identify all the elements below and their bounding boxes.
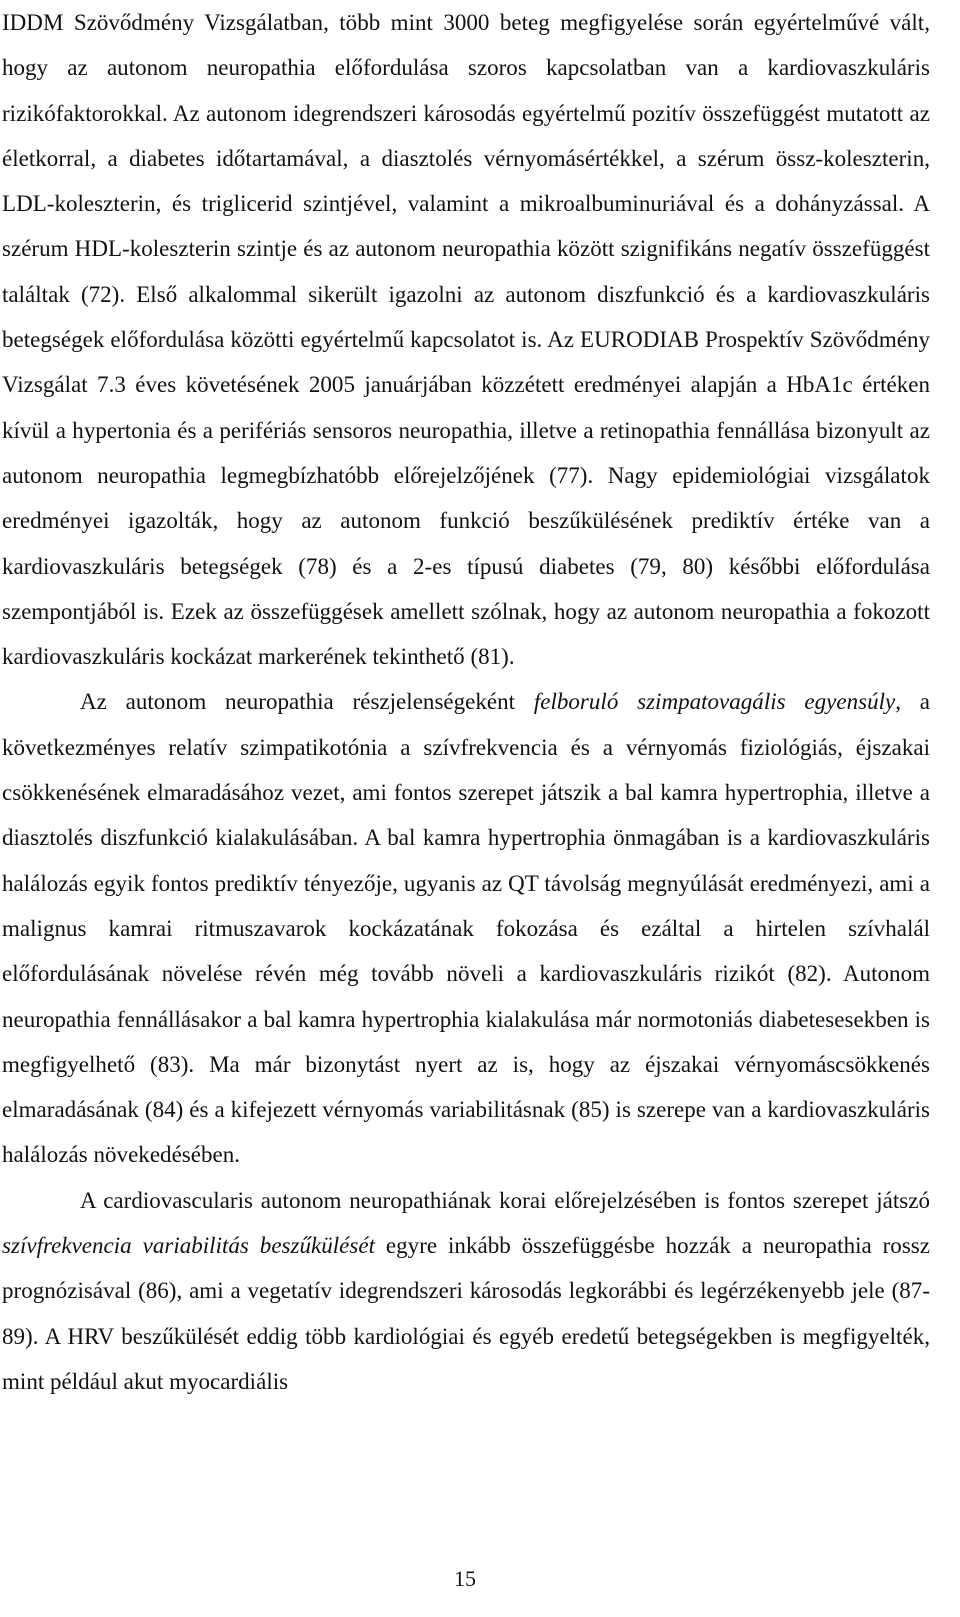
paragraph-2-text-b: , a következményes relatív szimpatikotónia a szívfrekvencia és a vérnyomás fiziológiás, éjszakai csökkenésének elmaradásához vezet, ami fontos szerepet játszik a bal kamra hypertrophia, illetve a diasztolés diszfunkció kialakulásában. A bal kamra hypertrophia önmagában is a kardiovaszkuláris halálozás egyik fontos prediktív tényezője, ugyanis az QT távolság megnyúlását eredményezi, ami a malignus kamrai ritmuszavarok kockázatának fokozása és ezáltal a hirtelen szívhalál előfordulásának növelése révén még tovább növeli a kardiovaszkuláris rizikót (82). Autonom neuropathia fennállásakor a bal kamra hypertrophia kialakulása már normotoniás diabetesesekben is megfigyelhető (83). Ma már bizonytást nyert az is, hogy az éjszakai vérnyomáscsökkenés elmaradásának (84) és a kifejezett vérnyomás variabilitásnak (85) is szerepe van a kardiovaszkuláris halálozás növekedésében. bbox=[2, 689, 930, 1168]
paragraph-3-text-a: A cardiovascularis autonom neuropathiának korai előrejelzésében is fontos szerepet játszó bbox=[80, 1187, 930, 1213]
paragraph-2 bbox=[2, 679, 930, 1177]
paragraph-3-text-b: egyre inkább összefüggésbe hozzák a neuropathia rossz prognózisával (86), ami a vegetatív idegrendszeri károsodás legkorábbi és legérzékenyebb jele (87-89). A HRV beszűkülését eddig több kardiológiai és egyéb eredetű betegségekben is megfigyelték, mint például akut myocardiális bbox=[2, 1233, 930, 1394]
paragraph-2-text-a: Az autonom neuropathia részjelenségeként bbox=[80, 689, 534, 715]
paragraph-2-emphasis: felboruló szimpatovagális egyensúly bbox=[533, 689, 896, 715]
paragraph-1 bbox=[2, 0, 930, 679]
paragraph-1-text: IDDM Szövődmény Vizsgálatban, több mint 3000 beteg megfigyelése során egyértelművé vált, hogy az autonom neuropathia előfordulása szoros kapcsolatban van a kardiovaszkuláris rizikófaktorokkal. Az autonom idegrendszeri károsodás egyértelmű pozitív összefüggést mutatott az életkorral, a diabetes időtartamával, a diasztolés vérnyomásértékkel, a szérum össz-koleszterin, LDL-koleszterin, és triglicerid szintjével, valamint a mikroalbuminuriával és a dohányzással. A szérum HDL-koleszterin szintje és az autonom neuropathia között szignifikáns negatív összefüggést találtak (72). Első alkalommal sikerült igazolni az autonom diszfunkció és a kardiovaszkuláris betegségek előfordulása közötti egyértelmű kapcsolatot is. Az EURODIAB Prospektív Szövődmény Vizsgálat 7.3 éves követésének 2005 januárjában közzétett eredményei alapján a HbA1c értéken kívül a hypertonia és a perifériás sensoros neuropathia, illetve a retinopathia fennállása bizonyult az autonom neuropathia legmegbízhatóbb előrejelzőjének (77). Nagy epidemiológiai vizsgálatok eredményei igazolták, hogy az autonom funkció beszűkülésének prediktív értéke van a kardiovaszkuláris betegségek (78) és a 2-es típusú diabetes (79, 80) későbbi előfordulása szempontjából is. Ezek az összefüggések amellett szólnak, hogy az autonom neuropathia a fokozott kardiovaszkuláris kockázat markerének tekinthető (81). bbox=[2, 10, 930, 670]
paragraph-3-emphasis: szívfrekvencia variabilitás beszűkülését bbox=[2, 1233, 376, 1259]
document-body bbox=[2, 0, 930, 1404]
paragraph-3 bbox=[2, 1178, 930, 1404]
page-number: 15 bbox=[454, 1566, 476, 1591]
